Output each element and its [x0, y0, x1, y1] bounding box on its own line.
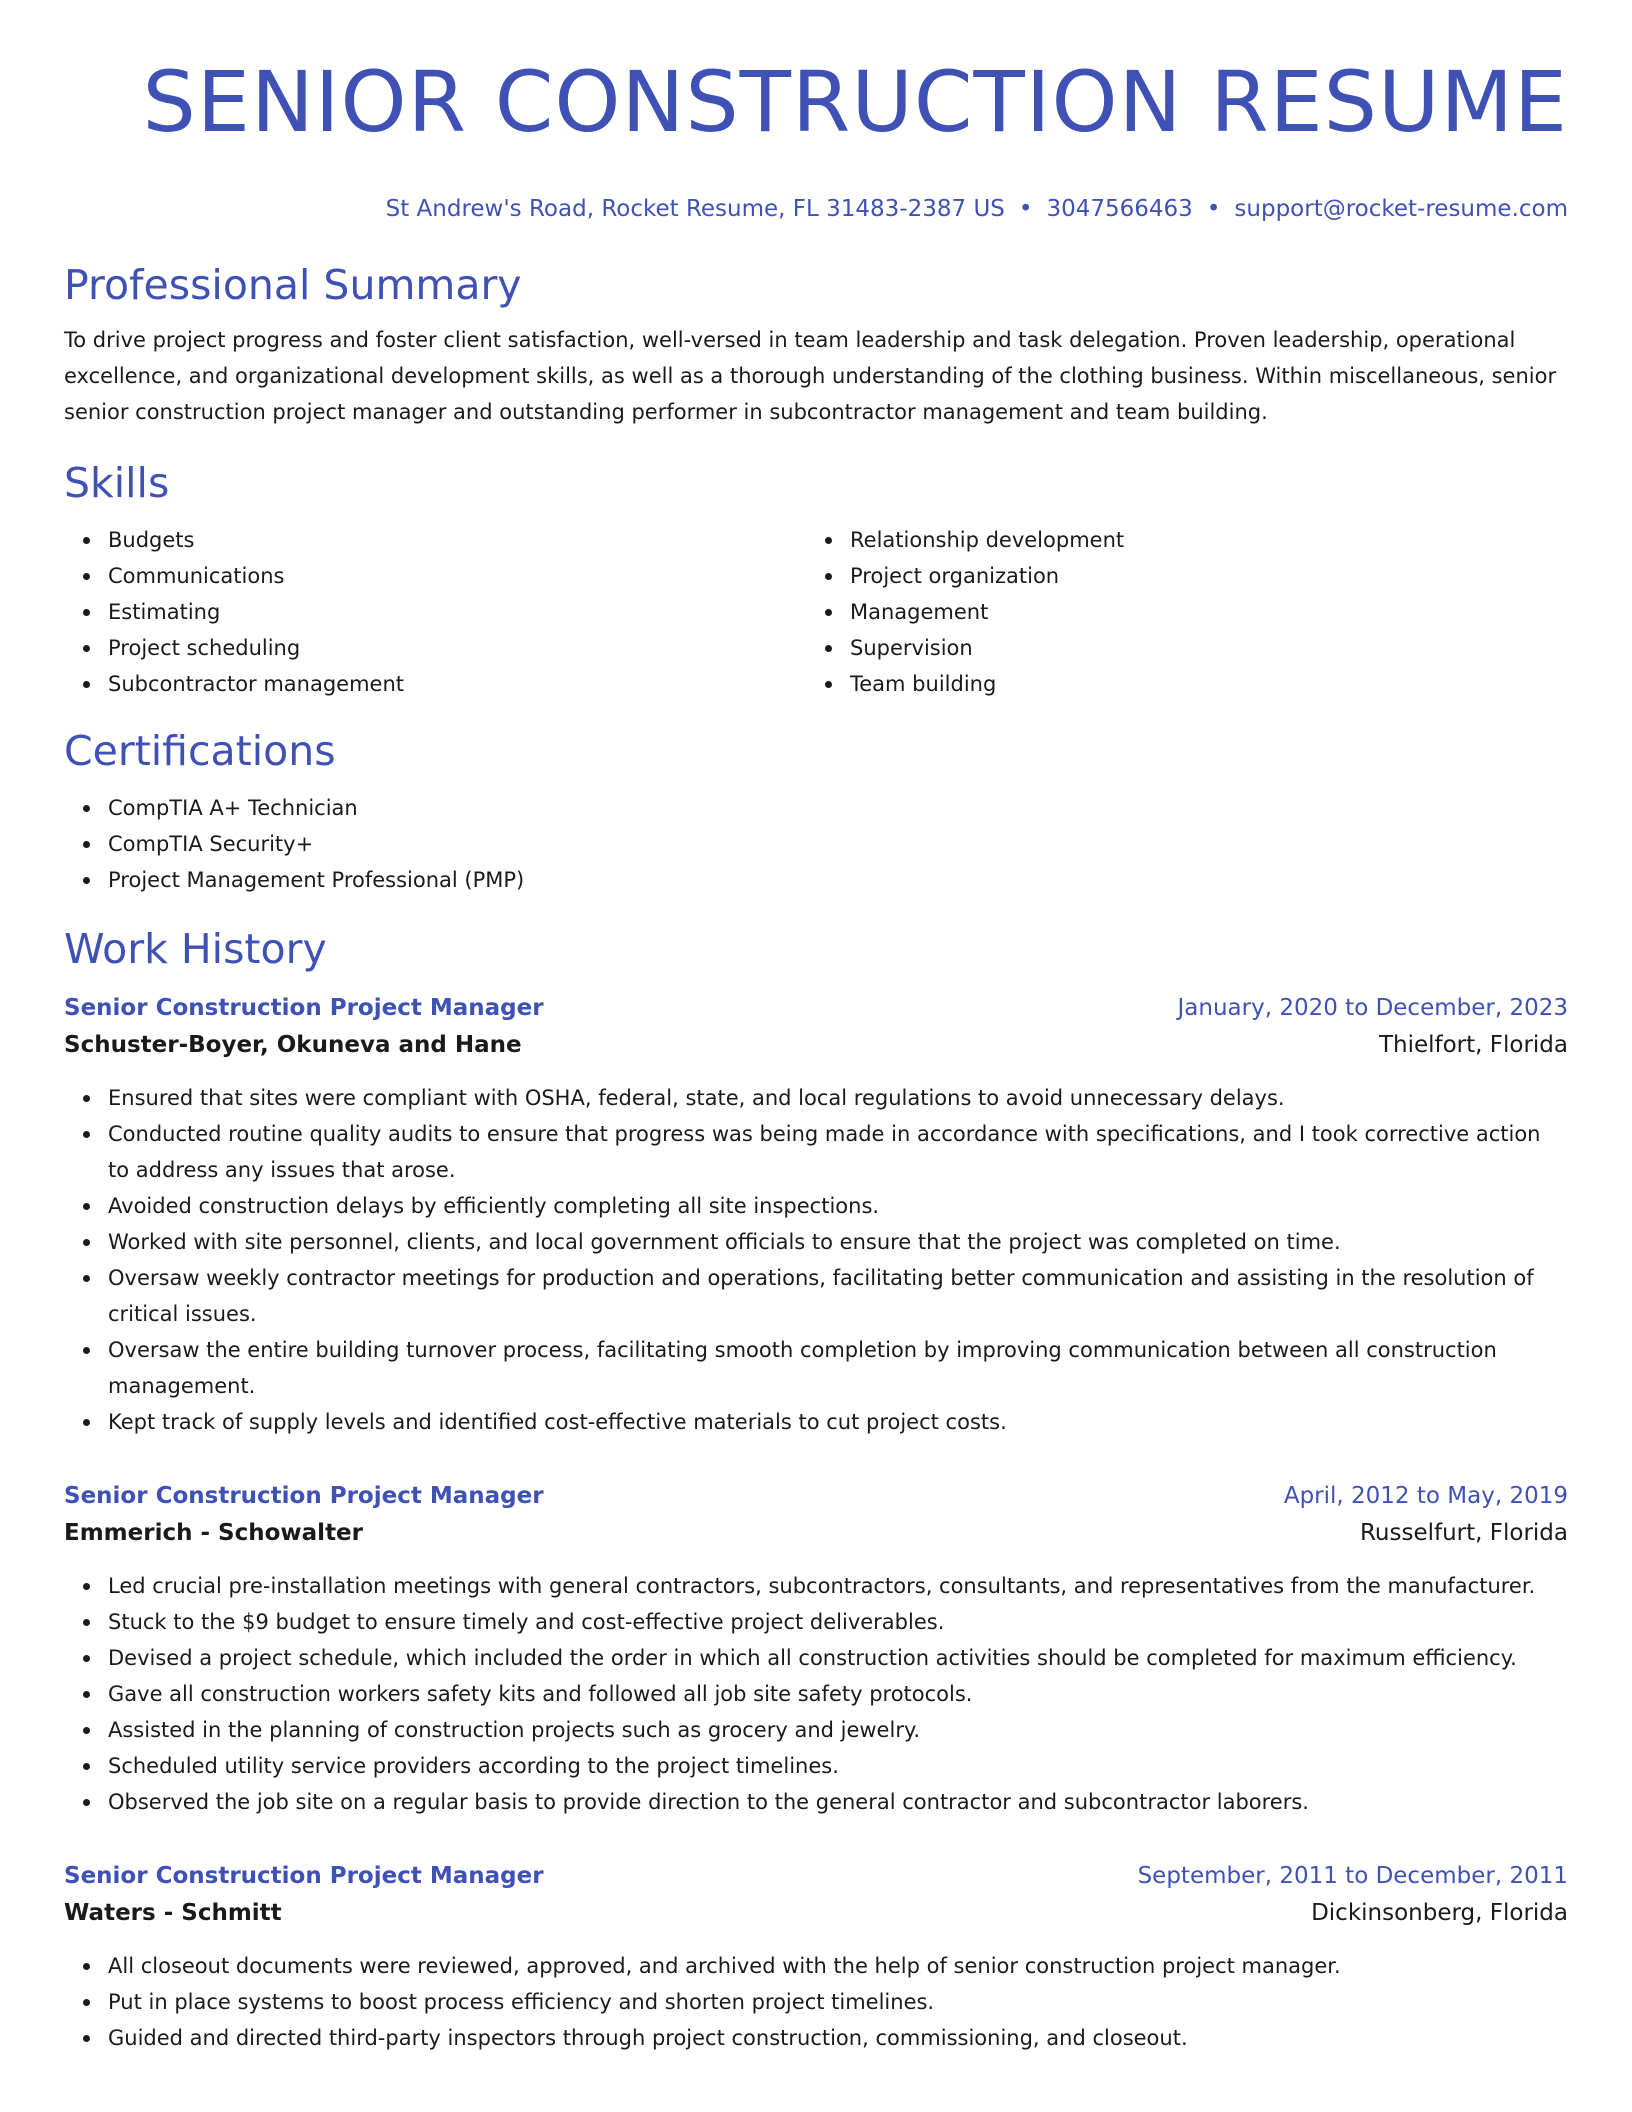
contact-separator: •	[1206, 196, 1221, 222]
job-bullet: Guided and directed third-party inspectors through project construction, commissioning, and closeout.	[108, 2020, 1568, 2056]
job-company: Waters - Schmitt	[64, 1900, 282, 1926]
job-title-row	[64, 990, 1568, 1027]
job-title: Senior Construction Project Manager	[64, 1483, 544, 1509]
skill-item: Budgets	[108, 522, 806, 558]
skills-grid	[64, 522, 1568, 702]
job-bullet-list	[64, 1568, 1568, 1820]
job-bullet: Oversaw weekly contractor meetings for production and operations, facilitating better communication and assisting in the resolution of critical issues.	[108, 1260, 1568, 1332]
job-bullet: Scheduled utility service providers according to the project timelines.	[108, 1748, 1568, 1784]
job-bullet: Observed the job site on a regular basis to provide direction to the general contractor and subcontractor laborers.	[108, 1784, 1568, 1820]
skill-item: Project scheduling	[108, 630, 806, 666]
job-entry	[64, 990, 1568, 1440]
skill-item: Communications	[108, 558, 806, 594]
skill-item: Project organization	[850, 558, 1548, 594]
job-location: Dickinsonberg, Florida	[1311, 1900, 1568, 1926]
skills-column-right	[806, 522, 1548, 702]
job-entry	[64, 1858, 1568, 2056]
skills-list-right	[806, 522, 1548, 702]
contact-phone: 3047566463	[1046, 196, 1193, 222]
work-history-heading: Work History	[64, 925, 327, 973]
job-location: Thielfort, Florida	[1378, 1032, 1568, 1058]
contact-line	[64, 194, 1568, 224]
skill-item: Team building	[850, 666, 1548, 702]
resume-name: SENIOR CONSTRUCTION RESUME	[142, 53, 1568, 151]
job-title-row	[64, 1478, 1568, 1515]
job-company-row	[64, 1515, 1568, 1552]
job-bullet: Put in place systems to boost process efficiency and shorten project timelines.	[108, 1984, 1568, 2020]
certification-item: CompTIA Security+	[108, 826, 1568, 862]
job-bullet: Oversaw the entire building turnover process, facilitating smooth completion by improving communication between all construction management.	[108, 1332, 1568, 1404]
job-company-row	[64, 1027, 1568, 1064]
job-dates: April, 2012 to May, 2019	[1283, 1483, 1568, 1509]
summary-text: To drive project progress and foster client satisfaction, well-versed in team leadership and task delegation. Proven leadership, operational excellence, and organizational development skills, as well as a thorough understanding of the clothing business. Within miscellaneous, senior senior construction project manager and outstanding performer in subcontractor management and team building.	[64, 328, 1557, 424]
job-bullet: Stuck to the $9 budget to ensure timely and cost-effective project deliverables.	[108, 1604, 1568, 1640]
job-dates: September, 2011 to December, 2011	[1137, 1863, 1568, 1889]
skill-item: Management	[850, 594, 1548, 630]
summary-heading: Professional Summary	[64, 261, 522, 309]
job-bullet: Devised a project schedule, which included the order in which all construction activities should be completed for maximum efficiency.	[108, 1640, 1568, 1676]
certifications-list	[64, 790, 1568, 898]
job-title-row	[64, 1858, 1568, 1895]
job-company: Emmerich - Schowalter	[64, 1520, 363, 1546]
job-company-row	[64, 1895, 1568, 1932]
job-bullet: Ensured that sites were compliant with OSHA, federal, state, and local regulations to avoid unnecessary delays.	[108, 1080, 1568, 1116]
skill-item: Estimating	[108, 594, 806, 630]
resume-header	[64, 0, 1568, 224]
job-entry	[64, 1478, 1568, 1820]
skill-item: Relationship development	[850, 522, 1548, 558]
contact-address: St Andrew's Road, Rocket Resume, FL 31483-2387 US	[385, 196, 1005, 222]
certification-item: Project Management Professional (PMP)	[108, 862, 1568, 898]
job-bullet: Avoided construction delays by efficiently completing all site inspections.	[108, 1188, 1568, 1224]
job-dates: January, 2020 to December, 2023	[1177, 995, 1568, 1021]
skills-column-left	[64, 522, 806, 702]
job-title: Senior Construction Project Manager	[64, 995, 544, 1021]
contact-email: support@rocket-resume.com	[1234, 196, 1568, 222]
job-bullet: Gave all construction workers safety kits and followed all job site safety protocols.	[108, 1676, 1568, 1712]
job-bullet: Led crucial pre-installation meetings with general contractors, subcontractors, consultants, and representatives from the manufacturer.	[108, 1568, 1568, 1604]
job-bullet: Kept track of supply levels and identified cost-effective materials to cut project costs.	[108, 1404, 1568, 1440]
skill-item: Supervision	[850, 630, 1548, 666]
certifications-heading: Certifications	[64, 727, 336, 775]
skills-heading: Skills	[64, 459, 170, 507]
skills-list-left	[64, 522, 806, 702]
job-bullet: All closeout documents were reviewed, approved, and archived with the help of senior construction project manager.	[108, 1948, 1568, 1984]
job-bullet: Conducted routine quality audits to ensure that progress was being made in accordance with specifications, and I took corrective action to address any issues that arose.	[108, 1116, 1568, 1188]
job-company: Schuster-Boyer, Okuneva and Hane	[64, 1032, 522, 1058]
job-title: Senior Construction Project Manager	[64, 1863, 544, 1889]
job-bullet-list	[64, 1948, 1568, 2056]
job-location: Russelfurt, Florida	[1359, 1520, 1568, 1546]
contact-separator: •	[1018, 196, 1033, 222]
job-bullet: Worked with site personnel, clients, and local government officials to ensure that the project was completed on time.	[108, 1224, 1568, 1260]
certification-item: CompTIA A+ Technician	[108, 790, 1568, 826]
job-bullet-list	[64, 1080, 1568, 1440]
skill-item: Subcontractor management	[108, 666, 806, 702]
job-bullet: Assisted in the planning of construction projects such as grocery and jewelry.	[108, 1712, 1568, 1748]
